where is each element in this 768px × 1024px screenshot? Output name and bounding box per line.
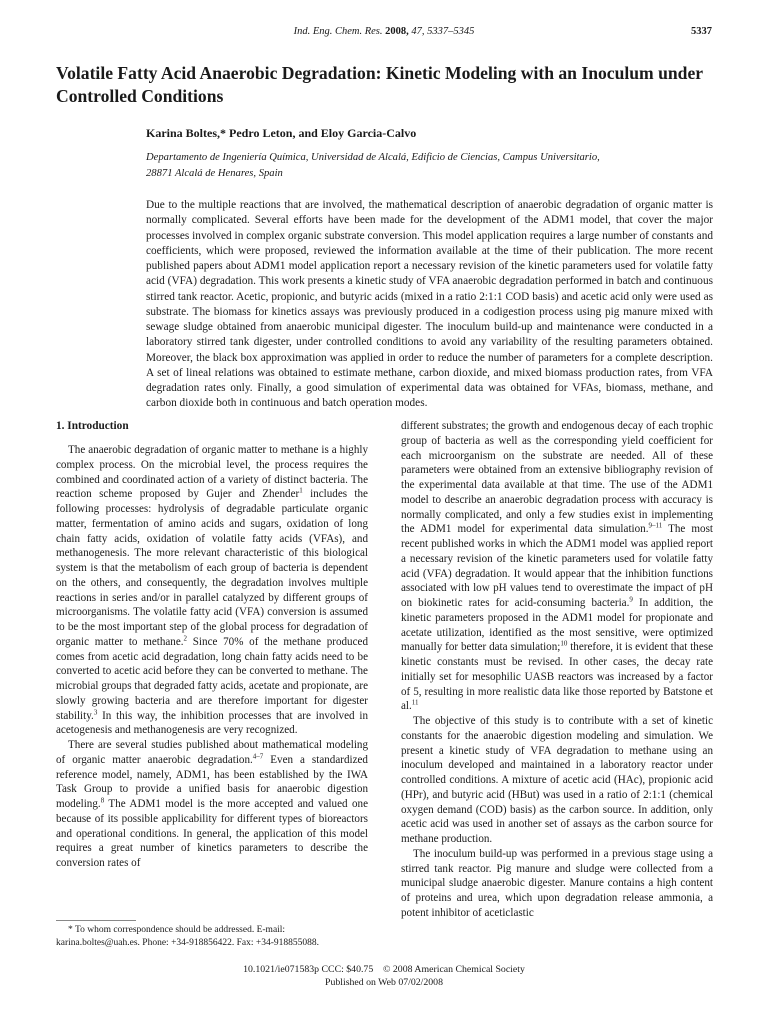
citation-ref[interactable]: 9 (629, 595, 633, 604)
intro-paragraph-4: The objective of this study is to contribute with a set of kinetic constants for the anaerobic digestion modeling and simulation. We present a kinetic study of VFA degradation to methane using an inoculum developed and maintained in a laboratory reactor under controlled conditions. A mixture of acetic acid (HAc), propionic acid (HPr), and butyric acid (HBut) was used in a ratio of 2:1:1 (chemical oxygen demand (COD) basis) as the carbon source. In addition, only acetic acid was used in another set of assays as the carbon source for methane production. (401, 715, 713, 845)
author-list: Karina Boltes,* Pedro Leton, and Eloy Garcia-Calvo (146, 126, 417, 140)
footer-line-1 (0, 964, 768, 977)
doi-link[interactable]: 10.1021/ie071583p CCC: $40.75 (243, 964, 374, 975)
journal-name: Ind. Eng. Chem. Res. (293, 26, 383, 37)
intro-paragraph-1: The anaerobic degradation of organic matter to methane is a highly complex process. On the microbial level, the process requires the combined and coordinated action of a variety of distinct bacteria. The reaction scheme proposed by Gujer and Zhender$^1$ includes the following processes: hydrolysis of degradable particulate organic matter, fermentation of amino acids and sugars, oxidation of long chain fatty acids, oxidation of volatile fatty acids (VFAs), and methanogenesis. The more relevant characteristic of this biological system is that the metabolism of each group of bacteria is dependent on the others, and consequently, the degradation involves multiple reactions in series and/or in parallel catalyzed by different groups of microorganisms. The volatile fatty acid (VFA) conversion is assumed to be the most important step of the global process for degradation of organic matter to methane.$^2$ Since 70% of the methane produced comes from acetic acid degradation, long chain fatty acids need to be converted to acetic acid before they can be converted to methane. The microbial groups that degraded fatty acids, acetate and propionate, are slowly growing bacteria and are therefore important for digester stability.$^3$ In this way, the inhibition processes that are involved in acetogenesis and methanogenesis are very recognized. (56, 444, 368, 737)
page-number: 5337 (691, 26, 712, 37)
correspondence-footnote (56, 924, 368, 949)
right-column (401, 419, 713, 921)
footnote-line-1: * To whom correspondence should be addressed. E-mail: (68, 925, 286, 935)
page-footer (0, 964, 768, 989)
section-heading: 1. Introduction (56, 420, 129, 432)
citation-ref[interactable]: 1 (299, 486, 303, 495)
copyright: © 2008 American Chemical Society (383, 964, 525, 975)
intro-paragraph-3: different substrates; the growth and endogenous decay of each trophic group of bacteria as well as the corresponding yield coefficient for each microorganism on the substrate are needed. All of these parameters were obtained from an extensive bibliography revision of the experimental data available at that time. The use of the ADM1 model to describe an anaerobic degradation process with accuracy is normally complicated, and only a few studies exist in implementing the ADM1 model for experimental data simulation.$^{9-11}$ The most recent published works in which the ADM1 model was applied report a necessary revision of the kinetic parameters used for volatile fatty acid (VFA) degradation. It would appear that the inhibition functions associated with low pH values tend to overestimate the impact of pH on biokinetic rates for acid-consuming bacteria.$^9$ In addition, the kinetic parameters proposed in the ADM1 model for propionate and acetate utilization, identified as the most sensitive, were optimized manually for better data simulation;$^{10}$ therefore, it is evident that these kinetic constants must be revised. In other cases, the decay rate initially set for mesophilic UASB reactors was increased by a factor of 5, resulting in more realistic data like those reported by Batstone et al.$^{11}$ (401, 420, 714, 713)
citation-ref[interactable]: 10 (560, 639, 568, 648)
left-column (56, 419, 368, 871)
citation-ref[interactable]: 3 (93, 707, 98, 716)
citation-ref[interactable]: 9–11 (648, 521, 663, 530)
publication-date: Published on Web 07/02/2008 (325, 976, 443, 988)
journal-year: 2008, (385, 26, 409, 37)
affiliation (146, 150, 726, 181)
journal-citation (0, 26, 768, 37)
footnote-rule (56, 920, 136, 921)
footnote-line-2: karina.boltes@uah.es. Phone: +34-918856422. Fax: +34-918855088. (56, 937, 320, 948)
article-title: Volatile Fatty Acid Anaerobic Degradation: Kinetic Modeling with an Inoculum under Controlled Conditions (56, 63, 703, 106)
intro-paragraph-5: The inoculum build-up was performed in a previous stage using a stirred tank reactor. Pig manure and sludge were collected from a municipal sludge anaerobic digester. Manure contains a high content of proteins and urea, which upon degradation release ammonia, a potent inhibitor of aceticlastic (401, 847, 713, 919)
citation-ref[interactable]: 11 (411, 698, 419, 707)
citation-ref[interactable]: 2 (183, 634, 188, 643)
abstract: Due to the multiple reactions that are involved, the mathematical description of anaerobic degradation of organic matter is normally complicated. Several efforts have been made for the development of the ADM1 model, that cover the major processes involved in complex organic substrate conversion. This model application requires a large number of constants and coefficients, which were proposed, reviewed the information available at the time of their publication. The more recent published papers about ADM1 model application report a necessary revision of the kinetic parameters used for volatile fatty acid (VFA) degradation. This work presents a kinetic study of VFA anaerobic degradation performed in batch and continuous stirred tank reactor. Acetic, propionic, and butyric acids (mixed in a ratio 2:1:1 COD basis) and acetic acid only were used as substrate. The biomass for kinetics assays was previously produced in a codigestion process using pig manure mixed with sewage sludge obtained from anaerobic municipal digester. The inoculum build-up and maintenance were conducted in a laboratory stirred tank digester, under controlled conditions to avoid any variability of the resulting parameters obtained. Moreover, the black box approximation was applied in order to reduce the number of parameters for a complete description. A set of lineal relations was obtained to estimate methane, carbon dioxide, and mixed biomass production rates, from VFA degradation rates only. Finally, a good simulation of experimental data was obtained for VFAs, biomass, methane, and carbon dioxide both in continuous and batch operation modes. (146, 199, 713, 410)
affiliation-line-2: 28871 Alcalá de Henares, Spain (146, 167, 283, 179)
citation-ref[interactable]: 8 (100, 796, 105, 805)
affiliation-line-1: Departamento de Ingeniería Química, Universidad de Alcalá, Edificio de Ciencias, Campus Universitario, (146, 152, 600, 163)
journal-volume: 47, (411, 26, 425, 37)
citation-ref[interactable]: 4–7 (252, 752, 264, 761)
intro-paragraph-2: There are several studies published about mathematical modeling of organic matter anaerobic degradation.$^{4-7}$ Even a standardized reference model, namely, ADM1, has been established by the IWA Task Group to provide a unified basis for anaerobic digestion modeling.$^8$ The ADM1 model is the more accepted and valued one because of its possible applicability for different types of bioreactors and operational conditions. In general, the application of this model requires a great number of kinetics parameters to describe the conversion rates of (56, 739, 368, 869)
journal-pages: 5337–5345 (427, 26, 475, 37)
